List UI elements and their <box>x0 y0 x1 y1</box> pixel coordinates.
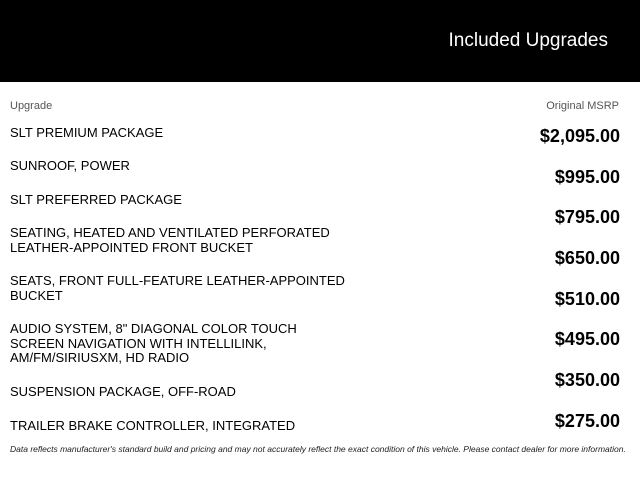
upgrade-name: SLT PREFERRED PACKAGE <box>10 192 182 207</box>
upgrade-name: SUNROOF, POWER <box>10 158 130 173</box>
upgrade-name: AUDIO SYSTEM, 8" DIAGONAL COLOR TOUCH SCREEN NAVIGATION WITH INTELLILINK, AM/FM/SIRIUSXM, HD RADIO <box>10 321 297 365</box>
upgrade-price: $795.00 <box>554 207 620 227</box>
upgrade-price: $350.00 <box>554 370 620 390</box>
upgrade-name: SEATS, FRONT FULL-FEATURE LEATHER-APPOINTED BUCKET <box>10 273 345 303</box>
column-header-upgrade: Upgrade <box>10 100 53 112</box>
page-title: Included Upgrades <box>448 30 608 51</box>
disclaimer-text: Data reflects manufacturer's standard build and pricing and may not accurately reflect the exact condition of this vehicle. Please contact dealer for more information. <box>10 444 626 454</box>
upgrade-price: $510.00 <box>554 289 620 309</box>
header-bar <box>0 0 640 82</box>
upgrade-price: $650.00 <box>554 248 620 268</box>
upgrade-price: $2,095.00 <box>539 126 620 146</box>
upgrade-name: SEATING, HEATED AND VENTILATED PERFORATED LEATHER-APPOINTED FRONT BUCKET <box>10 225 330 255</box>
upgrade-price: $995.00 <box>554 167 620 187</box>
upgrade-name: SLT PREMIUM PACKAGE <box>10 125 164 140</box>
upgrade-price: $275.00 <box>554 411 620 431</box>
upgrade-price: $495.00 <box>554 329 620 349</box>
upgrade-name: TRAILER BRAKE CONTROLLER, INTEGRATED <box>10 418 296 433</box>
column-header-msrp: Original MSRP <box>546 100 619 112</box>
upgrade-name: SUSPENSION PACKAGE, OFF-ROAD <box>10 384 236 399</box>
